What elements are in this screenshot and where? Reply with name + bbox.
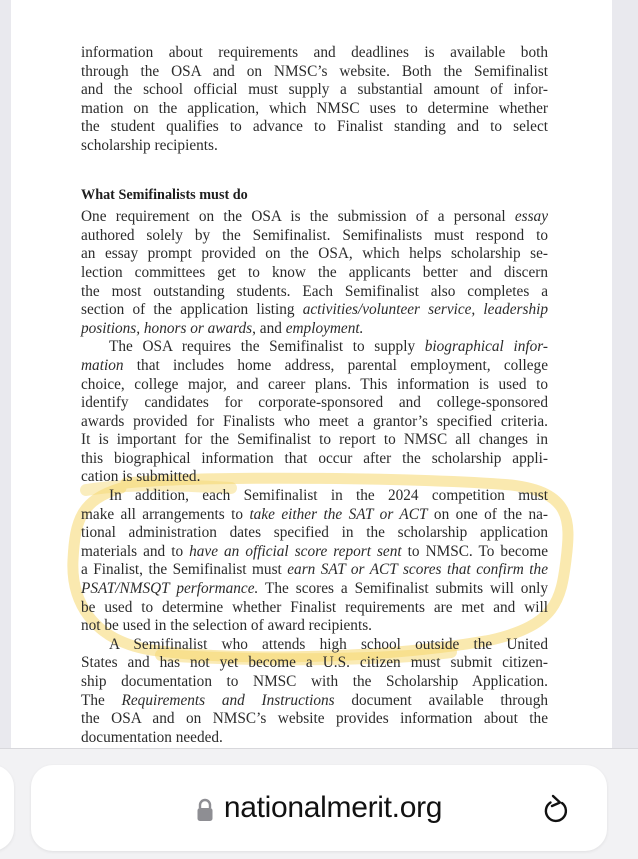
text-line: tional administration dates specified in the scholarship application	[81, 524, 548, 542]
text-line: ship documentation to NMSC with the Scholarship Application.	[81, 673, 548, 690]
text-line: cation is submitted.	[81, 468, 201, 486]
text-line: scholarship recipients.	[81, 136, 218, 154]
text-line: The Requirements and Instructions document available through	[81, 691, 548, 709]
text-line: the OSA and on NMSC’s website provides information about the	[81, 710, 548, 728]
document-text	[81, 44, 548, 747]
text-line: authored solely by the Semifinalist. Semifinalists must respond to	[81, 226, 548, 244]
section-heading: What Semifinalists must do	[81, 186, 248, 203]
pdf-page	[11, 0, 612, 760]
text-line: The OSA requires the Semifinalist to supply biographical infor-	[109, 338, 548, 356]
lock-icon	[196, 798, 214, 822]
text-line: this biographical information that occur after the scholarship appli-	[81, 449, 548, 467]
text-line: materials and to have an official score report sent to NMSC. To become	[81, 542, 549, 560]
text-line: States and has not yet become a U.S. citizen must submit citizen-	[81, 654, 548, 672]
text-line: an essay prompt provided on the OSA, which helps scholarship se-	[81, 245, 548, 263]
biographical-paragraph	[81, 338, 548, 487]
text-line: One requirement on the OSA is the submission of a personal essay	[81, 208, 548, 226]
text-line: PSAT/NMSQT performance. The scores a Semifinalist submits will only	[81, 580, 548, 598]
text-line: the most outstanding students. Each Semifinalist also completes a	[81, 282, 548, 300]
url-text[interactable]: nationalmerit.org	[223, 791, 443, 824]
text-line: In addition, each Semifinalist in the 2024 competition must	[109, 487, 548, 505]
text-line: A Semifinalist who attends high school outside the United	[109, 635, 548, 653]
text-line: mation on the application, which NMSC uses to determine whether	[81, 99, 548, 117]
text-line: a Finalist, the Semifinalist must earn SAT or ACT scores that confirm the	[81, 561, 548, 579]
text-line: section of the application listing activities/volunteer service, leadership	[81, 301, 548, 319]
text-line: It is important for the Semifinalist to report to NMSC all changes in	[81, 431, 548, 449]
text-line: be used to determine whether Finalist requirements are met and will	[81, 598, 548, 616]
text-line: awards provided for Finalists who meet a grantor’s specified criteria.	[81, 412, 548, 430]
text-line: identify candidates for corporate-sponsored and college-sponsored	[81, 394, 548, 412]
text-line: not be used in the selection of award recipients.	[81, 617, 372, 635]
text-line: information about requirements and deadlines is available both	[81, 44, 548, 61]
text-line: and the school official must supply a substantial amount of infor-	[81, 81, 548, 99]
text-line: positions, honors or awards, and employment.	[81, 319, 364, 337]
citizenship-paragraph	[81, 636, 548, 748]
essay-paragraph	[81, 208, 548, 338]
previous-tab-preview[interactable]	[0, 765, 14, 851]
text-line: the student qualifies to advance to Finalist standing and to select	[81, 118, 548, 136]
text-line: choice, college major, and career plans. This information is used to	[81, 375, 548, 393]
address-bar[interactable]	[31, 765, 607, 851]
text-line: mation that includes home address, parental employment, college	[81, 356, 548, 374]
reload-icon[interactable]	[541, 793, 571, 827]
address-bar-content[interactable]	[31, 765, 607, 851]
browser-bottom-toolbar	[0, 748, 638, 859]
text-line: through the OSA and on NMSC’s website. Both the Semifinalist	[81, 62, 548, 80]
text-line: lection committees get to know the applicants better and discern	[81, 263, 548, 281]
intro-paragraph	[81, 44, 548, 156]
sat-act-paragraph	[81, 487, 548, 636]
text-line: make all arrangements to take either the SAT or ACT on one of the na-	[81, 505, 548, 523]
text-line: documentation needed.	[81, 728, 223, 746]
